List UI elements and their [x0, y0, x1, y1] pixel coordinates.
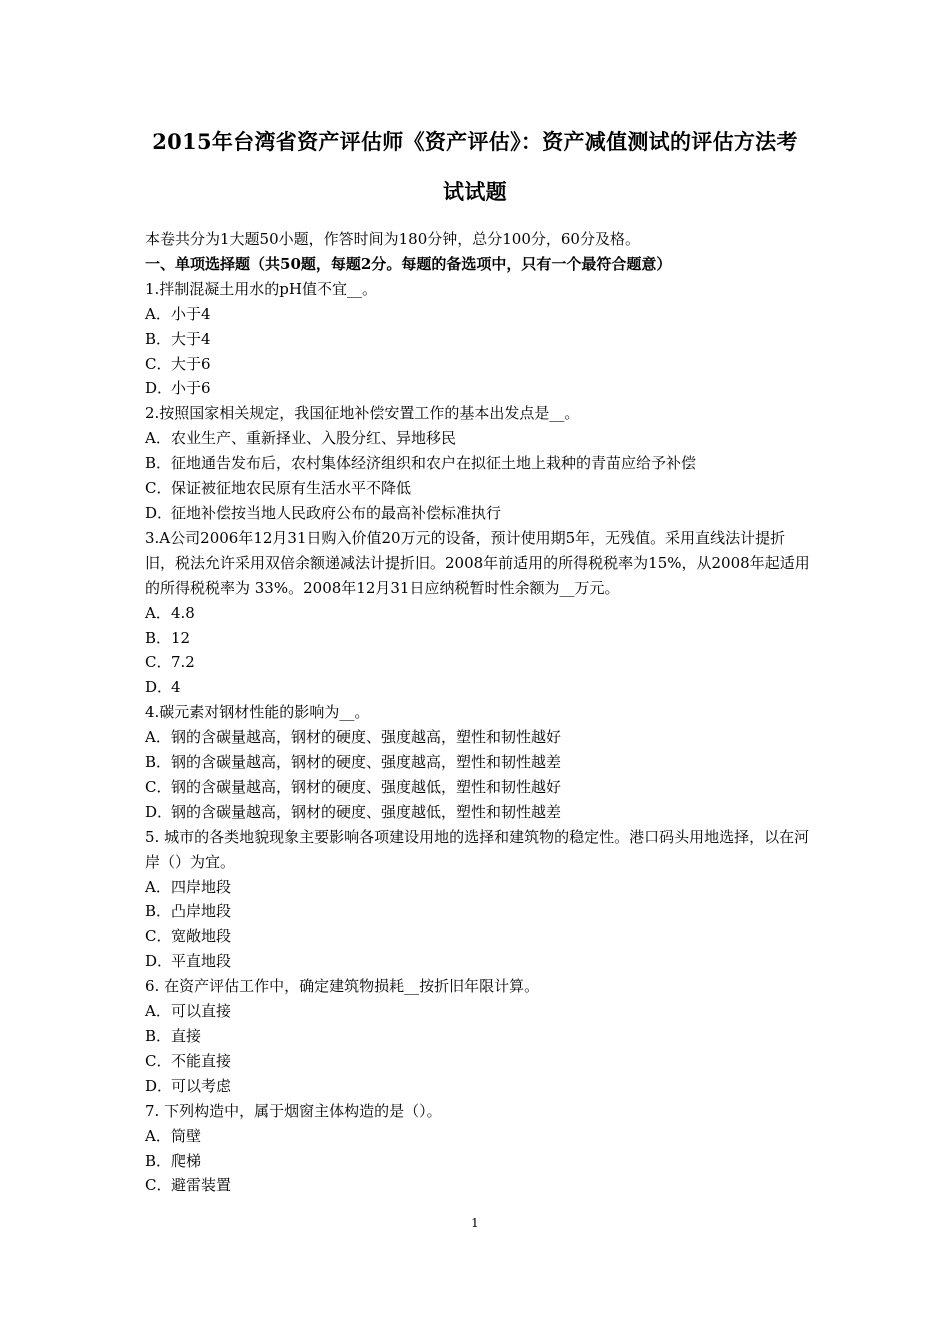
question-text: 1.拌制混凝土用水的pH值不宜__。 — [145, 279, 377, 298]
question-text: 5. 城市的各类地貌现象主要影响各项建设用地的选择和建筑物的稳定性。港口码头用地选择，以在河岸（）为宜。 — [145, 827, 810, 871]
page-number: 1 — [471, 1216, 479, 1230]
option-d: D．4 — [145, 678, 181, 697]
question-text: 7. 下列构造中，属于烟窗主体构造的是（）。 — [145, 1101, 442, 1120]
exam-intro: 本卷共分为1大题50小题，作答时间为180分钟，总分100分，60分及格。 — [145, 230, 640, 248]
option-c: C．大于6 — [145, 354, 211, 373]
option-a: A．小于4 — [145, 304, 211, 323]
option-d: D．可以考虑 — [145, 1076, 232, 1095]
option-c: C．7.2 — [145, 653, 195, 672]
option-a: A．钢的含碳量越高，钢材的硬度、强度越高，塑性和韧性越好 — [145, 728, 562, 747]
question-4 — [145, 700, 810, 825]
question-1 — [145, 277, 810, 402]
option-c: C．宽敞地段 — [145, 927, 232, 946]
document-title-line-2: 试试题 — [443, 179, 507, 204]
question-text: 3.A公司2006年12月31日购入价值20万元的设备，预计使用期5年，无残值。采用直线法计提折旧，税法允许采用双倍余额递减法计提折旧。2008年前适用的所得税税率为15%，从2008年起适用的所得税税率为 33%。2008年12月31日应纳税暂时性余额为__万元。 — [145, 528, 810, 597]
question-7 — [145, 1099, 810, 1199]
option-a: A．四岸地段 — [145, 877, 232, 896]
option-c: C．不能直接 — [145, 1051, 232, 1070]
section-heading: 一、单项选择题（共50题，每题2分。每题的备选项中，只有一个最符合题意） — [145, 254, 672, 273]
question-2 — [145, 401, 810, 526]
option-b: B．12 — [145, 628, 191, 647]
option-a: A．可以直接 — [145, 1002, 232, 1021]
option-a: A．4.8 — [145, 603, 195, 622]
option-c: C．保证被征地农民原有生活水平不降低 — [145, 479, 412, 498]
option-d: D．小于6 — [145, 379, 211, 398]
option-b: B．钢的含碳量越高，钢材的硬度、强度越高，塑性和韧性越差 — [145, 753, 562, 772]
option-b: B．征地通告发布后，农村集体经济组织和农户在拟征土地上栽种的青苗应给予补偿 — [145, 454, 697, 473]
document-title-line-1: 2015年台湾省资产评估师《资产评估》：资产减值测试的评估方法考 — [152, 129, 798, 154]
question-text: 2.按照国家相关规定，我国征地补偿安置工作的基本出发点是__。 — [145, 404, 580, 423]
option-c: C．钢的含碳量越高，钢材的硬度、强度越低，塑性和韧性越好 — [145, 777, 562, 796]
question-text: 4.碳元素对钢材性能的影响为__。 — [145, 703, 370, 722]
option-b: B．直接 — [145, 1027, 202, 1045]
option-a: A．筒壁 — [145, 1126, 202, 1145]
option-d: D．征地补偿按当地人民政府公布的最高补偿标准执行 — [145, 503, 502, 522]
option-b: B．爬梯 — [145, 1151, 202, 1170]
option-b: B．大于4 — [145, 329, 211, 348]
option-c: C．避雷装置 — [145, 1176, 232, 1195]
document-body — [145, 227, 810, 1198]
option-a: A．农业生产、重新择业、入股分红、异地移民 — [145, 429, 457, 448]
question-3 — [145, 526, 810, 700]
option-b: B．凸岸地段 — [145, 902, 232, 921]
question-text: 6. 在资产评估工作中，确定建筑物损耗__按折旧年限计算。 — [145, 977, 540, 996]
question-6 — [145, 974, 810, 1099]
option-d: D．平直地段 — [145, 952, 232, 971]
option-d: D．钢的含碳量越高，钢材的硬度、强度越低，塑性和韧性越差 — [145, 802, 562, 821]
question-5 — [145, 825, 810, 974]
